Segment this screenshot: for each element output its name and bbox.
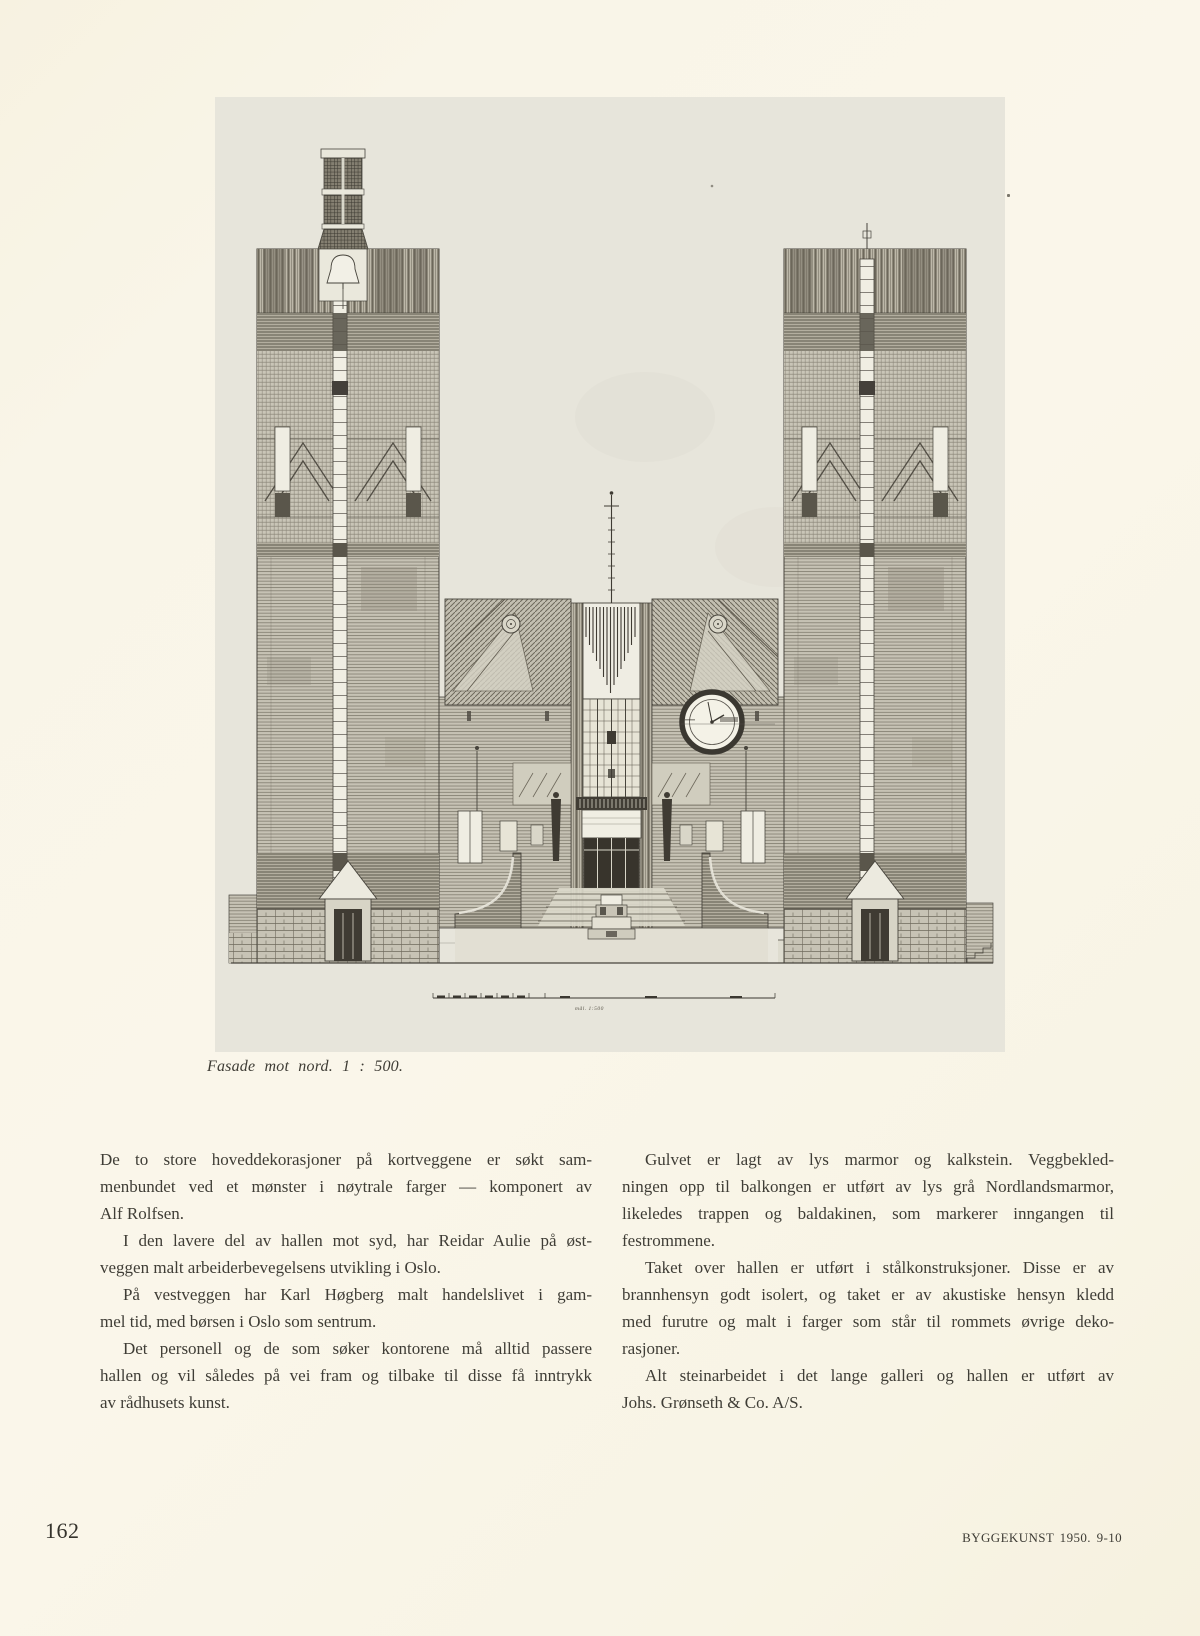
belfry	[318, 149, 368, 309]
text-line: Johs. Grønseth & Co. A/S.	[622, 1393, 803, 1412]
facade-drawing	[215, 97, 1005, 1052]
paragraph	[622, 1146, 1114, 1254]
text-line: Alt steinarbeidet i det lange galleri og hallen er utført av	[644, 1366, 1114, 1385]
roof-panel-left	[445, 599, 571, 705]
paragraph	[622, 1362, 1114, 1416]
paragraph	[100, 1146, 592, 1227]
figure-photo	[215, 97, 1005, 1052]
text-line: mel tid, med børsen i Oslo som sentrum.	[100, 1312, 377, 1331]
text-line: Taket over hallen er utført i stålkonstruksjoner. Disse er av	[644, 1258, 1114, 1277]
journal-footer: BYGGEKUNST 1950. 9-10	[962, 1530, 1122, 1545]
text-line: På vestveggen har Karl Høgberg malt handelslivet i gam-	[122, 1285, 592, 1304]
paragraph	[622, 1254, 1114, 1362]
central-window-shaft	[576, 603, 647, 888]
paragraph	[100, 1227, 592, 1281]
left-tower	[257, 249, 439, 963]
print-speck	[1007, 194, 1010, 197]
text-line: med furutre og malt i farger som står til rommets øvrige deko-	[622, 1312, 1114, 1331]
text-line: De to store hoveddekorasjoner på kortveggene er søkt sam-	[100, 1150, 592, 1169]
text-line: Gulvet er lagt av lys marmor og kalkstein. Veggbekled-	[644, 1150, 1114, 1169]
text-line: festrommene.	[622, 1231, 715, 1250]
figure-caption: Fasade mot nord. 1 : 500.	[207, 1058, 404, 1075]
body-column-right	[622, 1146, 1114, 1416]
text-line: ningen opp til balkongen er utført av lys grå Nordlandsmarmor,	[622, 1177, 1114, 1196]
text-line: av rådhusets kunst.	[100, 1393, 230, 1412]
text-line: I den lavere del av hallen mot syd, har Reidar Aulie på øst-	[122, 1231, 592, 1250]
page-number: 162	[45, 1518, 80, 1543]
text-line: likeledes trappen og baldakinen, som markerer inngangen til	[622, 1204, 1114, 1223]
scale-label: mål. 1:500	[575, 1006, 604, 1012]
text-line: Alf Rolfsen.	[100, 1204, 185, 1223]
text-line: menbundet ved et mønster i nøytrale farger — komponert av	[100, 1177, 592, 1196]
body-column-left	[100, 1146, 592, 1416]
text-line: hallen og vil således på vei fram og tilbake til disse få inntrykk	[100, 1366, 592, 1385]
text-line: brannhensyn godt isolert, og taket er av akustiske hensyn kledd	[622, 1285, 1114, 1304]
text-line: Det personell og de som søker kontorene må alltid passere	[122, 1339, 592, 1358]
right-tower	[784, 249, 966, 963]
text-line: veggen malt arbeiderbevegelsens utvikling i Oslo.	[100, 1258, 441, 1277]
paragraph	[100, 1335, 592, 1416]
text-line: rasjoner.	[622, 1339, 681, 1358]
paragraph	[100, 1281, 592, 1335]
roof-panel-right	[652, 599, 778, 705]
